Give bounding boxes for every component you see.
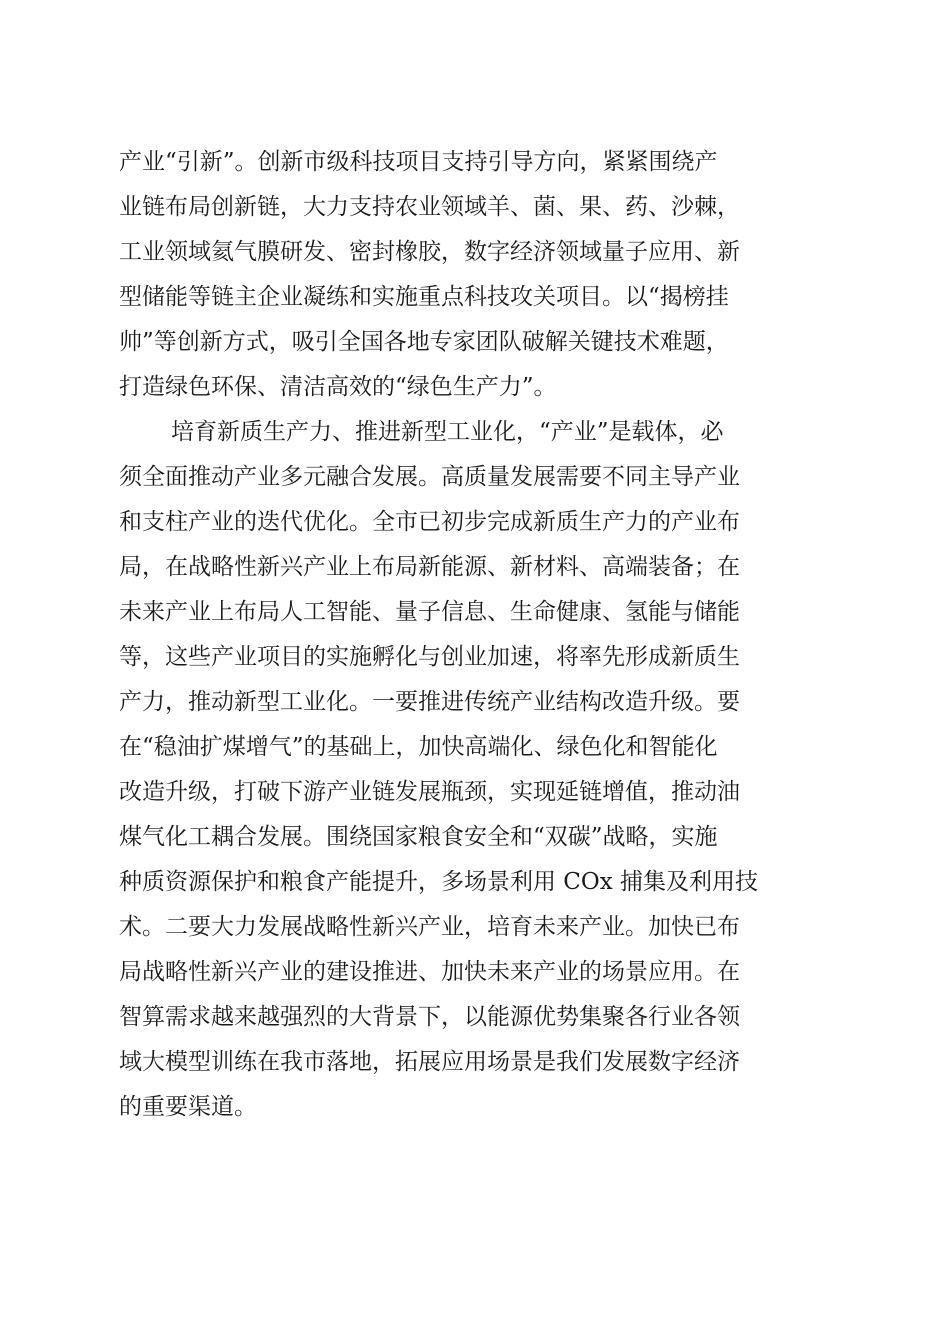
paragraph-line: 打造绿色环保、清洁高效的“绿色生产力”。 bbox=[119, 374, 557, 400]
paragraph-line: 等，这些产业项目的实施孵化与创业加速，将率先形成新质生 bbox=[119, 644, 740, 670]
paragraph-line: 产力，推动新型工业化。一要推进传统产业结构改造升级。要 bbox=[119, 689, 740, 715]
paragraph-1 bbox=[119, 140, 831, 410]
paragraph-2 bbox=[119, 410, 831, 1130]
paragraph-line: 改造升级，打破下游产业链发展瓶颈，实现延链增值，推动油 bbox=[119, 779, 740, 805]
paragraph-line: 域大模型训练在我市落地，拓展应用场景是我们发展数字经济 bbox=[119, 1049, 740, 1075]
paragraph-line: 智算需求越来越强烈的大背景下，以能源优势集聚各行业各领 bbox=[119, 1004, 740, 1030]
paragraph-line: 的重要渠道。 bbox=[119, 1094, 257, 1120]
paragraph-line: 培育新质生产力、推进新型工业化，“产业”是载体，必 bbox=[171, 419, 724, 445]
paragraph-line: 术。二要大力发展战略性新兴产业，培育未来产业。加快已布 bbox=[119, 914, 740, 940]
paragraph-line: 煤气化工耦合发展。围绕国家粮食安全和“双碳”战略，实施 bbox=[119, 824, 718, 850]
paragraph-line: 工业领域氦气膜研发、密封橡胶，数字经济领域量子应用、新 bbox=[119, 239, 740, 265]
paragraph-line: 局战略性新兴产业的建设推进、加快未来产业的场景应用。在 bbox=[119, 959, 740, 985]
paragraph-line: 帅”等创新方式，吸引全国各地专家团队破解关键技术难题， bbox=[119, 329, 729, 355]
paragraph-line: 产业“引新”。创新市级科技项目支持引导方向，紧紧围绕产 bbox=[119, 149, 718, 175]
paragraph-line: 局，在战略性新兴产业上布局新能源、新材料、高端装备；在 bbox=[119, 554, 740, 580]
paragraph-line: 型储能等链主企业凝练和实施重点科技攻关项目。以“揭榜挂 bbox=[119, 284, 729, 310]
paragraph-line: 和支柱产业的迭代优化。全市已初步完成新质生产力的产业布 bbox=[119, 509, 740, 535]
paragraph-line: 种质资源保护和粮食产能提升，多场景利用 COx 捕集及利用技 bbox=[119, 869, 759, 895]
paragraph-line: 在“稳油扩煤增气”的基础上，加快高端化、绿色化和智能化 bbox=[119, 734, 718, 760]
paragraph-line: 业链布局创新链，大力支持农业领域羊、菌、果、药、沙棘， bbox=[119, 194, 740, 220]
paragraph-line: 未来产业上布局人工智能、量子信息、生命健康、氢能与储能 bbox=[119, 599, 740, 625]
paragraph-line: 须全面推动产业多元融合发展。高质量发展需要不同主导产业 bbox=[119, 464, 740, 490]
